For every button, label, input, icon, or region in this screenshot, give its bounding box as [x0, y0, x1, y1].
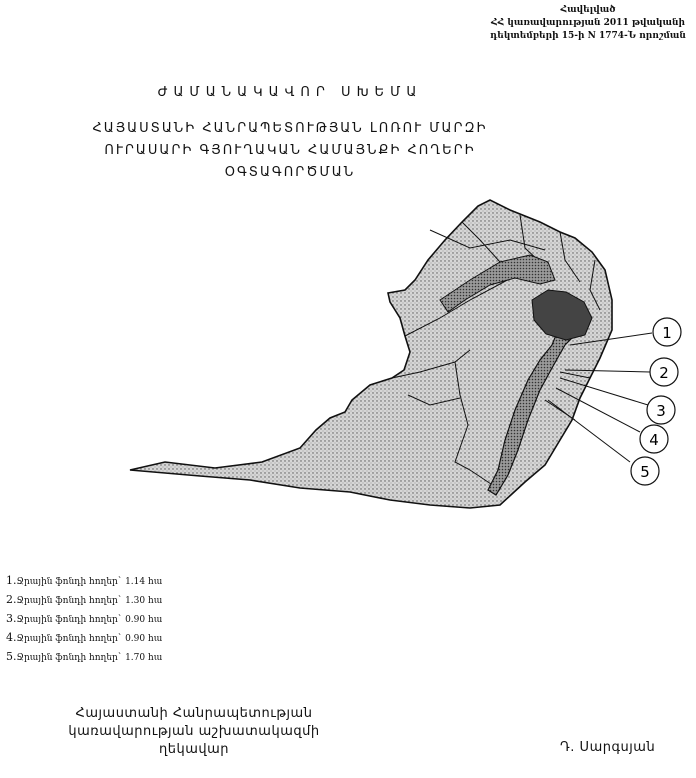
legend-area: 0.90 հա: [125, 634, 163, 644]
marker-2-label: 2: [659, 364, 669, 382]
legend-row: [6, 629, 162, 648]
approval-line-2: ՀՀ կառավարության 2011 թվականի: [491, 18, 685, 28]
legend-area: 1.14 հա: [125, 577, 163, 587]
approval-line-1: Հավելված: [560, 5, 616, 15]
map-title-line-2: ՈՒՐԱՍԱՐԻ ԳՅՈՒՂԱԿԱՆ ՀԱՄԱՅՆՔԻ ՀՈՂԵՐԻ: [104, 143, 476, 158]
legend: [6, 572, 162, 667]
legend-text: Ջրային ֆոնդի հողեր՝: [16, 596, 122, 606]
legend-text: Ջրային ֆոնդի հողեր՝: [16, 653, 122, 663]
legend-area: 1.70 հա: [125, 653, 163, 663]
signer-name: Դ. Սարգսյան: [560, 740, 656, 755]
legend-text: Ջրային ֆոնդի հողեր՝: [16, 634, 122, 644]
approval-line-3: դեկտեմբերի 15-ի N 1774-Ն որոշման: [490, 31, 686, 41]
scheme-title: ԺԱՄԱՆԱԿԱՎՈՐ ՍԽԵՄԱ: [157, 85, 423, 100]
legend-number: 5.: [6, 650, 17, 663]
map-title-line-3: ՕԳՏԱԳՈՐԾՄԱՆ: [224, 165, 356, 180]
marker-5-label: 5: [640, 463, 650, 481]
legend-row: [6, 610, 162, 629]
marker-4: [640, 425, 668, 453]
map-title: [90, 118, 490, 184]
official-title: [64, 705, 324, 759]
marker-2: [650, 358, 678, 386]
marker-5: [631, 457, 659, 485]
legend-area: 1.30 հա: [125, 596, 163, 606]
marker-3-label: 3: [656, 402, 666, 420]
legend-number: 1.: [6, 574, 17, 587]
marker-4-label: 4: [649, 431, 659, 449]
legend-number: 2.: [6, 593, 17, 606]
official-title-line-1: Հայաստանի Հանրապետության: [75, 706, 313, 721]
map-title-line-1: ՀԱՅԱՍՏԱՆԻ ՀԱՆՐԱՊԵՏՈՒԹՅԱՆ ԼՈՌՈՒ ՄԱՐԶԻ: [92, 121, 488, 136]
legend-row: [6, 572, 162, 591]
community-map: [0, 190, 696, 510]
legend-text: Ջրային ֆոնդի հողեր՝: [16, 577, 122, 587]
marker-1-label: 1: [662, 324, 672, 342]
marker-3: [647, 396, 675, 424]
legend-row: [6, 648, 162, 667]
legend-number: 3.: [6, 612, 17, 625]
legend-area: 0.90 հա: [125, 615, 163, 625]
marker-1: [653, 318, 681, 346]
legend-row: [6, 591, 162, 610]
approval-note: [488, 4, 688, 43]
official-title-line-2: կառավարության աշխատակազմի: [68, 724, 320, 739]
legend-text: Ջրային ֆոնդի հողեր՝: [16, 615, 122, 625]
legend-number: 4.: [6, 631, 17, 644]
community-boundary: [130, 200, 612, 508]
official-title-line-3: ղեկավար: [158, 742, 230, 757]
